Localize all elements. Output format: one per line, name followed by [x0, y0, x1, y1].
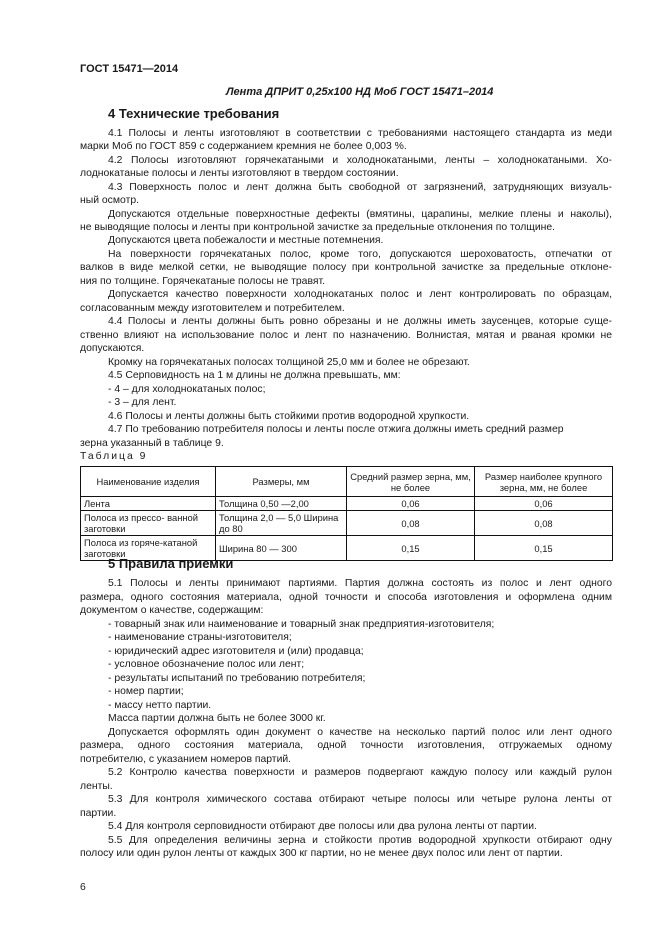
- table-cell: Толщина 2,0 — 5,0 Ширина до 80: [216, 511, 347, 536]
- stamp-title: Лента ДПРИТ 0,25х100 НД Моб ГОСТ 15471–2014: [226, 86, 494, 98]
- text-line: 5.4 Для контроля серповидности отбирают две полосы или два рулона ленты от партии.: [108, 821, 537, 832]
- table-cell: Ширина 80 — 300: [216, 536, 347, 561]
- table-cell: Лента: [81, 497, 216, 511]
- text-line: Масса партии должна быть не более 3000 кг.: [108, 713, 326, 724]
- text-line: марки Моб по ГОСТ 859 с содержанием кремния не более 0,003 %.: [80, 141, 407, 152]
- text-line: ный осмотр.: [80, 195, 139, 206]
- list-item: - результаты испытаний по требованию потребителя;: [108, 673, 366, 684]
- list-item: - массу нетто партии.: [108, 700, 212, 711]
- list-item: - товарный знак или наименование и товарный знак предприятия-изготовителя;: [108, 619, 495, 630]
- grain-size-table: [80, 466, 613, 561]
- column-header: Размер наиболее крупного зерна, мм, не более: [475, 467, 613, 497]
- list-item: - условное обозначение полос или лент;: [108, 659, 305, 670]
- text-line: допускаются.: [80, 343, 145, 354]
- text-line: валков в виде мелкой сетки, не выводящие полосу при контрольной зачистке за предельные отклоне-: [80, 262, 612, 273]
- text-line: потребителю, с указанием номеров партий.: [80, 754, 292, 765]
- text-line: лоднокатаные полосы и ленты изготовляют в твердом состоянии.: [80, 168, 399, 179]
- text-line: ленты.: [80, 781, 113, 792]
- text-line: зерна указанный в таблице 9.: [80, 438, 224, 449]
- section-5-heading: 5 Правила приемки: [108, 556, 234, 571]
- text-line: 4.3 Поверхность полос и лент должна быть свободной от загрязнений, затрудняющих визуаль-: [108, 182, 612, 193]
- column-header: Наименование изделия: [81, 467, 216, 497]
- text-line: 4.5 Серповидность на 1 м длины не должна превышать, мм:: [108, 370, 401, 381]
- text-line: 5.1 Полосы и ленты принимают партиями. Партия должна состоять из полос и лент одного: [108, 578, 612, 589]
- table-cell: 0,08: [475, 511, 613, 536]
- text-line: Кромку на горячекатаных полосах толщиной 25,0 мм и более не обрезают.: [108, 357, 470, 368]
- section-4-heading: 4 Технические требования: [108, 106, 280, 121]
- text-line: размера, одного состояния материала, одной точности и способа изготовления и оформлена одним: [80, 592, 612, 603]
- text-line: - 3 – для лент.: [108, 397, 177, 408]
- table-cell: 0,06: [475, 497, 613, 511]
- text-line: 5.3 Для контроля химического состава отбирают четыре полосы или четыре рулона ленты от: [108, 794, 612, 805]
- text-line: 5.5 Для определения величины зерна и стойкости против водородной хрупкости отбирают одну: [108, 835, 612, 846]
- text-line: Допускаются цвета побежалости и местные потемнения.: [108, 235, 384, 246]
- table-caption: Таблица 9: [80, 451, 148, 462]
- list-item: - наименование страны-изготовителя;: [108, 632, 292, 643]
- column-header: Размеры, мм: [216, 467, 347, 497]
- text-line: не выводящие полосы и ленты при контрольной зачистке за предельные отклонения по толщине.: [80, 222, 556, 233]
- table-cell: 0,15: [475, 536, 613, 561]
- text-line: партии.: [80, 808, 117, 819]
- page-number: 6: [80, 882, 86, 893]
- text-line: Допускается оформлять один документ о качестве на несколько партий полос или лент одного: [108, 727, 612, 738]
- text-line: ственно влияют на использование полос и лент по назначению. Волнистая, мятая и рваная кромки не: [80, 330, 612, 341]
- text-line: На поверхности горячекатаных полос, кроме того, допускаются шероховатость, отпечатки от: [108, 249, 612, 260]
- table-cell: Толщина 0,50 —2,00: [216, 497, 347, 511]
- text-line: 4.7 По требованию потребителя полосы и ленты после отжига должны иметь средний размер: [108, 424, 564, 435]
- text-line: 4.6 Полосы и ленты должны быть стойкими против водородной хрупкости.: [108, 411, 470, 422]
- table-row: [81, 511, 613, 536]
- text-line: ния по толщине. Горячекатаные полосы не травят.: [80, 276, 325, 287]
- table-header-row: [81, 467, 613, 497]
- list-item: - юридический адрес изготовителя и (или) продавца;: [108, 646, 364, 657]
- table-row: [81, 497, 613, 511]
- text-line: размера, одного состояния материала, одной точности изготовления, отгружаемых одному: [80, 740, 612, 751]
- table-cell: Полоса из горяче-катаной заготовки: [81, 536, 216, 561]
- text-line: 4.4 Полосы и ленты должны быть ровно обрезаны и не должны иметь заусенцев, которые суще-: [108, 316, 612, 327]
- text-line: документом о качестве, содержащим:: [80, 605, 264, 616]
- document-code: ГОСТ 15471—2014: [80, 63, 179, 75]
- text-line: полосу или один рулон ленты от каждых 300 кг партии, но не менее двух полос или лент от партии.: [80, 848, 563, 859]
- text-line: Допускаются отдельные поверхностные дефекты (вмятины, царапины, мелкие плены и наколы),: [108, 209, 612, 220]
- text-line: 5.2 Контролю качества поверхности и размеров подвергают каждую полосу или каждый рулон: [108, 767, 612, 778]
- column-header: Средний размер зерна, мм, не более: [347, 467, 475, 497]
- text-line: 4.2 Полосы изготовляют горячекатаными и холоднокатаными, ленты – холоднокатаными. Хо-: [108, 155, 612, 166]
- text-line: Допускается качество поверхности холоднокатаных полос и лент контролировать по образцам,: [108, 289, 612, 300]
- text-line: согласованным между изготовителем и потребителем.: [80, 303, 345, 314]
- table-cell: Полоса из прессо- ванной заготовки: [81, 511, 216, 536]
- text-line: - 4 – для холоднокатаных полос;: [108, 384, 266, 395]
- table-cell: 0,08: [347, 511, 475, 536]
- text-line: 4.1 Полосы и ленты изготовляют в соответствии с требованиями настоящего стандарта из меди: [108, 128, 612, 139]
- table-cell: 0,06: [347, 497, 475, 511]
- list-item: - номер партии;: [108, 686, 184, 697]
- table-cell: 0,15: [347, 536, 475, 561]
